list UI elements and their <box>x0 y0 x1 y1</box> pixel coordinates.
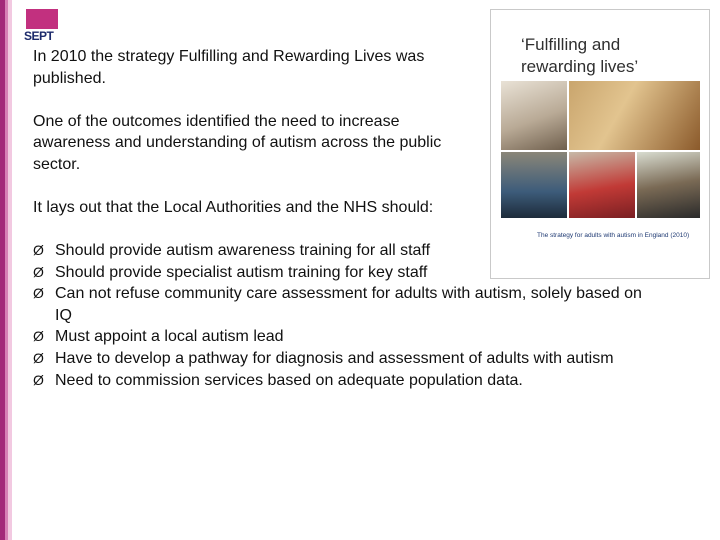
list-item-text: Should provide specialist autism training for key staff <box>55 263 428 281</box>
outcome-paragraph: One of the outcomes identified the need to increase awareness and understanding of autism across the public sector. <box>33 112 442 173</box>
cover-photo-man-with-headphones <box>569 81 700 150</box>
list-item <box>33 283 643 326</box>
cover-title: ‘Fulfilling and rewarding lives’ <box>521 35 639 76</box>
list-item-text: Should provide autism awareness training for all staff <box>55 242 431 260</box>
decorative-side-bar <box>0 0 12 540</box>
arrow-bullet-icon: Ø <box>33 350 44 367</box>
arrow-bullet-icon: Ø <box>33 263 44 280</box>
list-item <box>33 348 643 370</box>
logo-text: SEPT <box>24 29 64 43</box>
list-item-text: Can not refuse community care assessment for adults with autism, solely based on IQ <box>55 285 642 324</box>
list-item-text: Have to develop a pathway for diagnosis and assessment of adults with autism <box>55 350 614 368</box>
intro-paragraph: In 2010 the strategy Fulfilling and Rewarding Lives was published. <box>33 48 425 87</box>
list-item <box>33 370 643 392</box>
sept-logo <box>26 9 58 41</box>
list-item-text: Need to commission services based on adequate population data. <box>55 371 523 389</box>
cover-photo-two-men <box>501 152 567 218</box>
arrow-bullet-icon: Ø <box>33 328 44 345</box>
cover-photo-group <box>637 152 700 218</box>
cover-caption: The strategy for adults with autism in England (2010) <box>537 232 690 239</box>
lays-out-paragraph: It lays out that the Local Authorities and the NHS should: <box>33 198 434 216</box>
arrow-bullet-icon: Ø <box>33 285 44 302</box>
list-item <box>33 326 643 348</box>
cover-photo-woman-in-red <box>569 152 635 218</box>
cover-photo-woman-at-laptop <box>501 81 567 150</box>
strategy-cover-image <box>490 9 710 279</box>
arrow-bullet-icon: Ø <box>33 242 44 259</box>
arrow-bullet-icon: Ø <box>33 371 44 388</box>
list-item-text: Must appoint a local autism lead <box>55 328 284 346</box>
